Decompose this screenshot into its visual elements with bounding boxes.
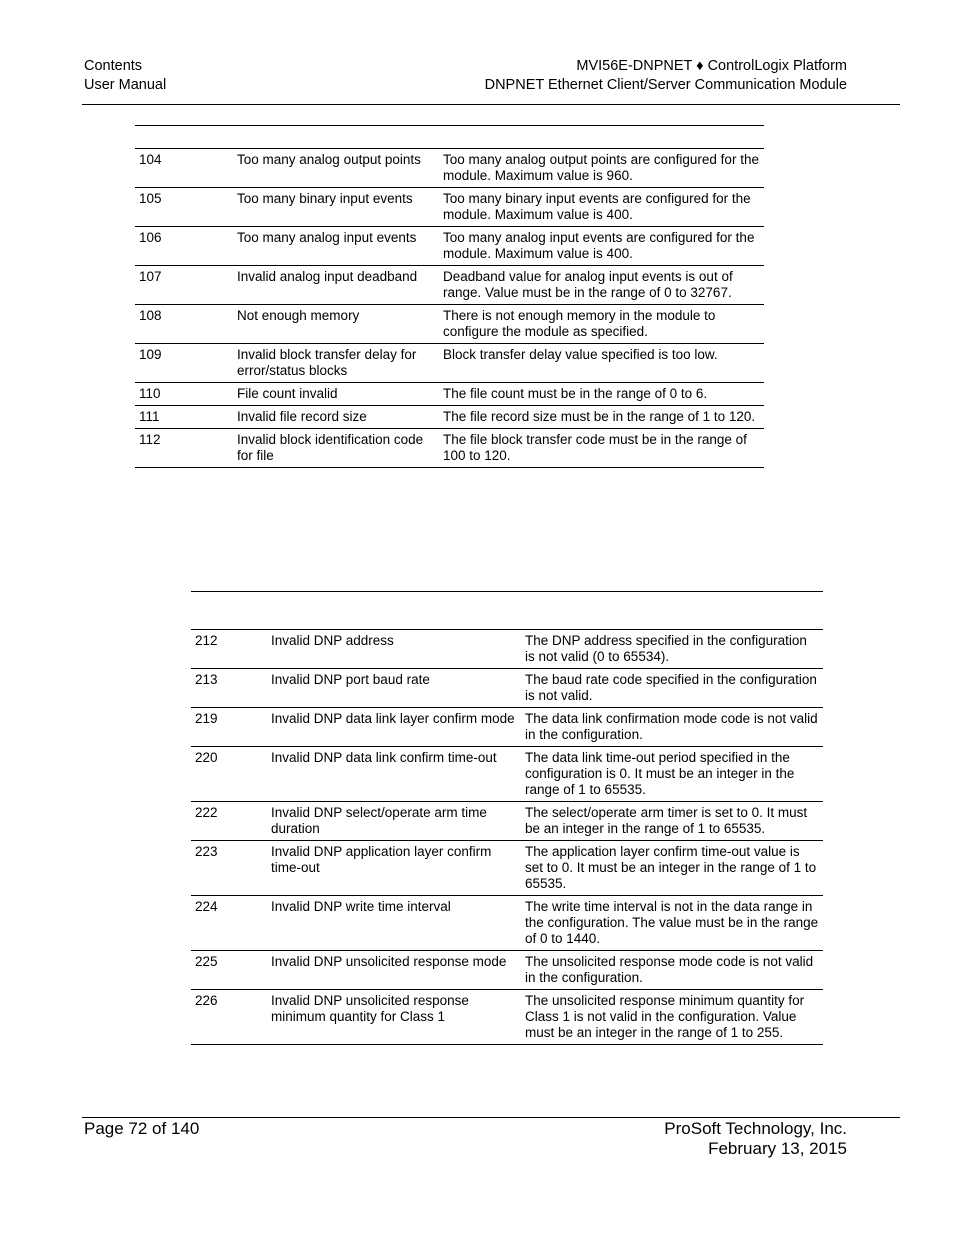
- error-description-cell: The unsolicited response mode code is not valid in the configuration.: [521, 951, 823, 990]
- footer-date: February 13, 2015: [708, 1139, 847, 1158]
- error-name-cell: Invalid DNP write time interval: [267, 896, 521, 951]
- error-code-cell: 219: [191, 708, 267, 747]
- error-description-cell: The file block transfer code must be in the range of 100 to 120.: [439, 429, 764, 468]
- error-code-cell: 112: [135, 429, 233, 468]
- running-footer-right: [664, 1119, 847, 1159]
- error-code-cell: 110: [135, 383, 233, 406]
- error-name-cell: Invalid DNP unsolicited response minimum quantity for Class 1: [267, 990, 521, 1045]
- error-code-cell: 226: [191, 990, 267, 1045]
- table-row: [135, 305, 764, 344]
- header-divider: [82, 104, 900, 105]
- error-code-cell: 104: [135, 149, 233, 188]
- error-name-cell: Invalid DNP unsolicited response mode: [267, 951, 521, 990]
- table-row: [135, 429, 764, 468]
- page-number: Page 72 of 140: [84, 1119, 200, 1138]
- error-name-cell: Invalid DNP data link layer confirm mode: [267, 708, 521, 747]
- header-doc-type: User Manual: [84, 77, 167, 93]
- error-description-cell: The file record size must be in the range of 1 to 120.: [439, 406, 764, 429]
- header-module: DNPNET Ethernet Client/Server Communication Module: [484, 77, 847, 93]
- error-description-cell: The file count must be in the range of 0 to 6.: [439, 383, 764, 406]
- error-code-cell: 105: [135, 188, 233, 227]
- running-header-right: [485, 57, 847, 95]
- table-row: [135, 188, 764, 227]
- header-section: Contents: [84, 58, 143, 74]
- table-body: [135, 149, 764, 468]
- error-description-cell: Too many analog input events are configured for the module. Maximum value is 400.: [439, 227, 764, 266]
- error-name-cell: Not enough memory: [233, 305, 439, 344]
- error-description-cell: Block transfer delay value specified is too low.: [439, 344, 764, 383]
- error-name-cell: Too many binary input events: [233, 188, 439, 227]
- error-code-table-1: [135, 125, 764, 468]
- footer-company: ProSoft Technology, Inc.: [664, 1119, 847, 1138]
- error-code-cell: 108: [135, 305, 233, 344]
- table-row: [191, 747, 823, 802]
- footer-divider: [82, 1117, 900, 1118]
- error-code-cell: 106: [135, 227, 233, 266]
- error-description-cell: The select/operate arm timer is set to 0. It must be an integer in the range of 1 to 65535.: [521, 802, 823, 841]
- error-description-cell: The write time interval is not in the data range in the configuration. The value must be in the range of 0 to 1440.: [521, 896, 823, 951]
- table-row: [135, 266, 764, 305]
- error-description-cell: Too many analog output points are configured for the module. Maximum value is 960.: [439, 149, 764, 188]
- table-row: [135, 344, 764, 383]
- error-name-cell: Invalid DNP address: [267, 630, 521, 669]
- table-row: [135, 406, 764, 429]
- table-row: [135, 149, 764, 188]
- error-code-cell: 225: [191, 951, 267, 990]
- error-code-cell: 222: [191, 802, 267, 841]
- table-row: [191, 669, 823, 708]
- table-row: [191, 630, 823, 669]
- error-name-cell: Too many analog output points: [233, 149, 439, 188]
- error-name-cell: Too many analog input events: [233, 227, 439, 266]
- error-name-cell: Invalid file record size: [233, 406, 439, 429]
- table-row: [191, 841, 823, 896]
- table-row: [191, 802, 823, 841]
- error-code-cell: 213: [191, 669, 267, 708]
- error-code-table-2: [191, 591, 823, 1045]
- error-name-cell: Invalid DNP port baud rate: [267, 669, 521, 708]
- error-name-cell: File count invalid: [233, 383, 439, 406]
- error-name-cell: Invalid DNP select/operate arm time duration: [267, 802, 521, 841]
- table-body: [191, 630, 823, 1045]
- table-row: [191, 951, 823, 990]
- error-code-cell: 220: [191, 747, 267, 802]
- error-description-cell: There is not enough memory in the module to configure the module as specified.: [439, 305, 764, 344]
- error-description-cell: The DNP address specified in the configuration is not valid (0 to 65534).: [521, 630, 823, 669]
- error-description-cell: The unsolicited response minimum quantity for Class 1 is not valid in the configuration. Value must be an integer in the range of 1 to 255.: [521, 990, 823, 1045]
- error-code-cell: 224: [191, 896, 267, 951]
- table-row: [191, 990, 823, 1045]
- error-name-cell: Invalid block identification code for file: [233, 429, 439, 468]
- error-code-cell: 111: [135, 406, 233, 429]
- error-description-cell: Too many binary input events are configured for the module. Maximum value is 400.: [439, 188, 764, 227]
- error-code-cell: 109: [135, 344, 233, 383]
- table-row: [135, 227, 764, 266]
- table-row: [191, 708, 823, 747]
- error-code-cell: 212: [191, 630, 267, 669]
- table-header-row: [191, 592, 823, 630]
- table-header-row: [135, 126, 764, 149]
- error-code-cell: 107: [135, 266, 233, 305]
- error-description-cell: The data link time-out period specified in the configuration is 0. It must be an integer in the range of 1 to 65535.: [521, 747, 823, 802]
- error-code-cell: 223: [191, 841, 267, 896]
- error-name-cell: Invalid block transfer delay for error/status blocks: [233, 344, 439, 383]
- error-name-cell: Invalid DNP application layer confirm time-out: [267, 841, 521, 896]
- error-description-cell: The baud rate code specified in the configuration is not valid.: [521, 669, 823, 708]
- running-header-left: [84, 57, 166, 95]
- error-name-cell: Invalid DNP data link confirm time-out: [267, 747, 521, 802]
- table-row: [135, 383, 764, 406]
- error-description-cell: The data link confirmation mode code is not valid in the configuration.: [521, 708, 823, 747]
- table-row: [191, 896, 823, 951]
- error-description-cell: The application layer confirm time-out value is set to 0. It must be an integer in the range of 1 to 65535.: [521, 841, 823, 896]
- error-description-cell: Deadband value for analog input events is out of range. Value must be in the range of 0 to 32767.: [439, 266, 764, 305]
- error-name-cell: Invalid analog input deadband: [233, 266, 439, 305]
- header-product: MVI56E-DNPNET ♦ ControlLogix Platform: [576, 58, 847, 74]
